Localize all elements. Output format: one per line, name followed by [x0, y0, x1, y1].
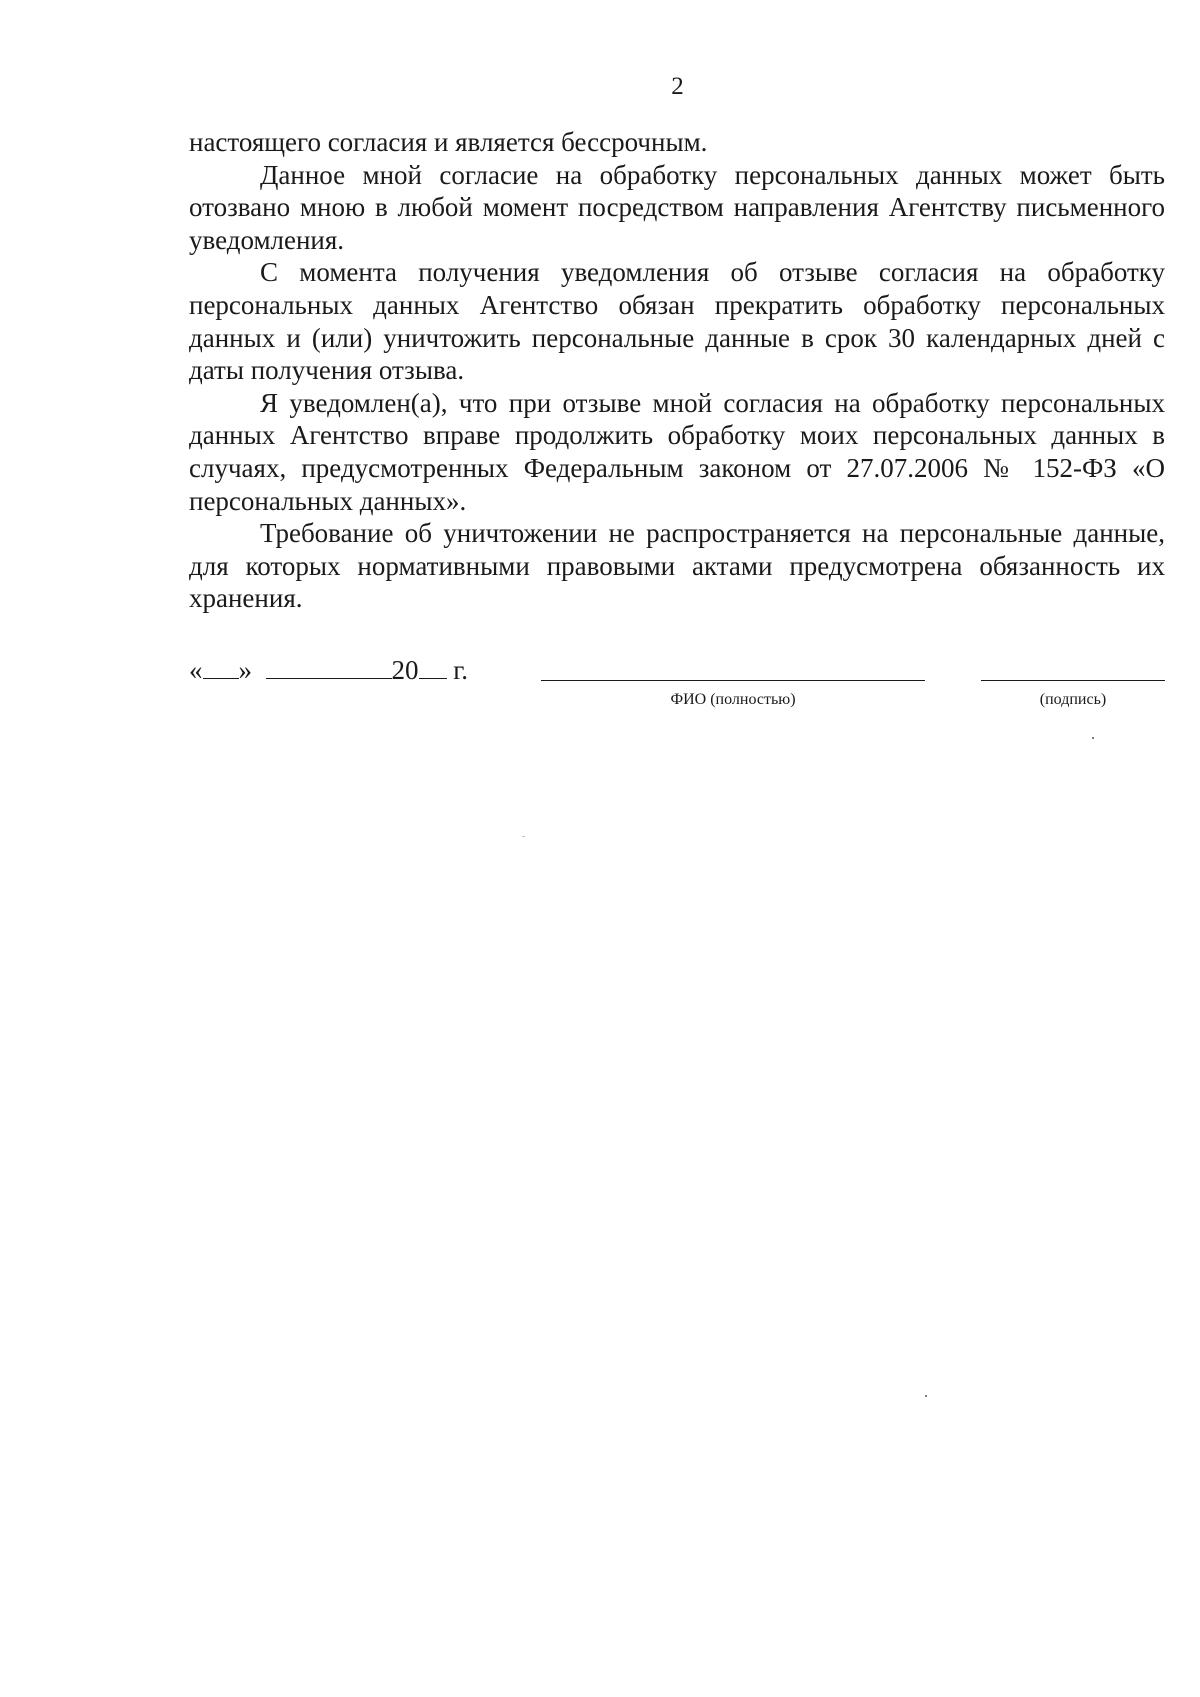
paragraph-withdrawal: Данное мной согласие на обработку персональных данных может быть отозвано мною в любой момент посредством направления Агентству письменного уведомления.: [189, 159, 1165, 255]
quote-close: »: [238, 655, 252, 685]
signature-block: [189, 654, 1165, 694]
page-number: 2: [671, 73, 684, 100]
year-blank[interactable]: [419, 654, 447, 679]
paragraph-continuation: настоящего согласия и является бессрочным.: [189, 127, 708, 157]
signature-line[interactable]: [981, 680, 1165, 681]
year-suffix: г.: [446, 655, 469, 685]
date-field: [189, 654, 468, 686]
scan-speck: [1092, 737, 1094, 739]
year-prefix: 20: [391, 655, 419, 685]
paragraph-destruction-requirement: Требование об уничтожении не распространяется на персональные данные, для которых нормативными правовыми актами предусмотрена обязанность их хранения.: [189, 518, 1165, 614]
paragraph-processing-stop: С момента получения уведомления об отзыве согласия на обработку персональных данных Агентство обязан прекратить обработку персональных данных и (или) уничтожить персональные данные в срок 30 календарных дней с даты получения отзыва.: [189, 257, 1165, 386]
month-blank[interactable]: [266, 654, 392, 679]
fio-caption: ФИО (полностью): [670, 691, 796, 708]
scan-speck: [522, 836, 525, 837]
scan-speck: [925, 1395, 927, 1397]
paragraph-notification: Я уведомлен(а), что при отзыве мной согласия на обработку персональных данных Агентство вправе продолжить обработку моих персональных данных в случаях, предусмотренных Федеральным законом от 27.07.2006 № 152-ФЗ «О персональных данных».: [189, 387, 1165, 516]
fio-line[interactable]: [541, 680, 925, 681]
document-body: [189, 126, 1165, 615]
quote-open: «: [189, 655, 203, 685]
day-blank[interactable]: [203, 654, 239, 679]
signature-caption: (подпись): [1039, 691, 1107, 708]
